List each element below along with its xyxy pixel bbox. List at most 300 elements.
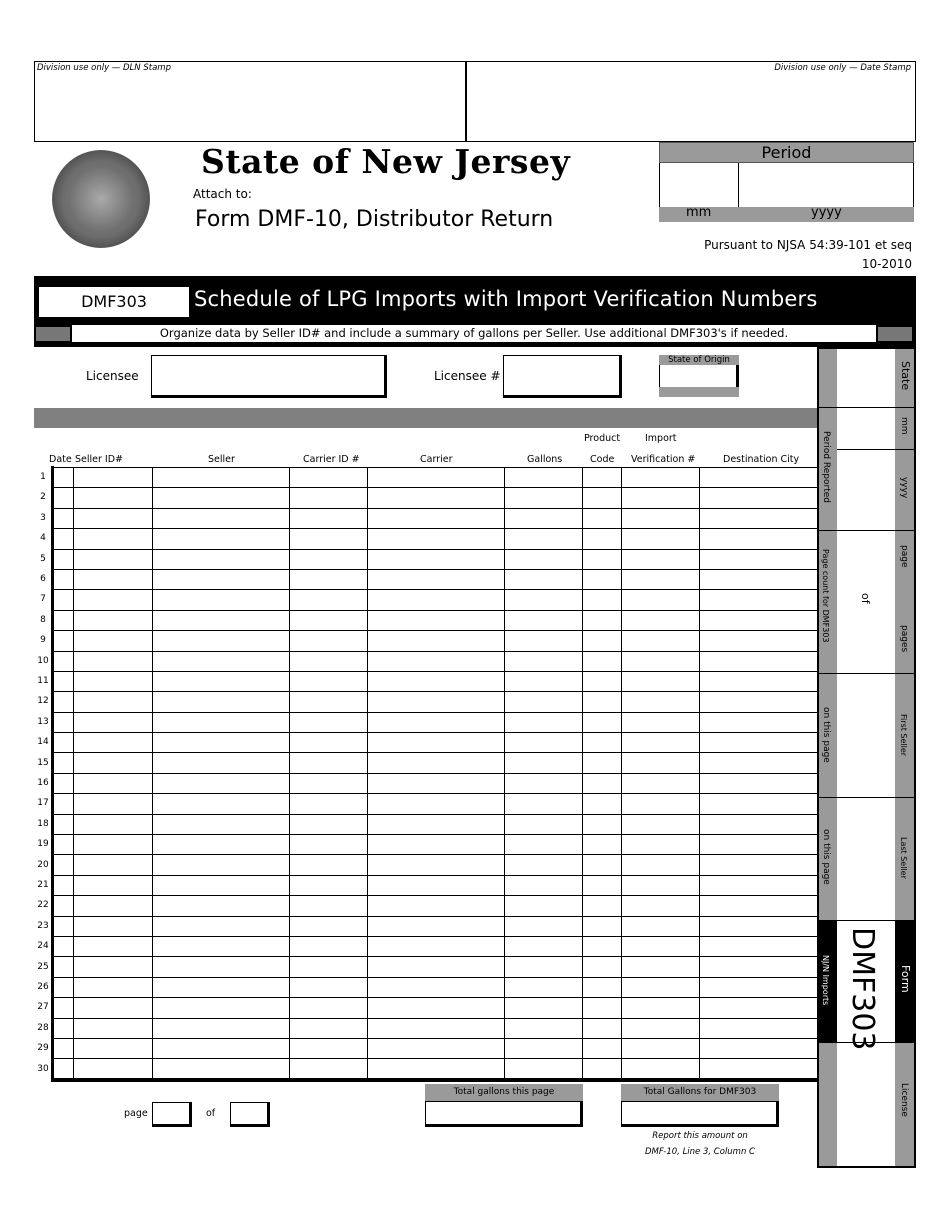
row-number: 23 xyxy=(37,920,49,931)
table-cell[interactable] xyxy=(54,610,74,630)
table-cell[interactable] xyxy=(54,977,74,997)
table-cell[interactable] xyxy=(622,1059,700,1079)
table-cell[interactable] xyxy=(290,998,368,1018)
table-cell[interactable] xyxy=(505,977,583,997)
table-cell[interactable] xyxy=(622,692,700,712)
table-cell[interactable] xyxy=(290,1059,368,1079)
table-cell[interactable] xyxy=(290,753,368,773)
table-row xyxy=(54,835,818,855)
table-cell[interactable] xyxy=(153,671,290,691)
table-cell[interactable] xyxy=(290,794,368,814)
table-cell[interactable] xyxy=(290,957,368,977)
table-cell[interactable] xyxy=(153,631,290,651)
table-cell[interactable] xyxy=(54,529,74,549)
table-cell[interactable] xyxy=(505,529,583,549)
table-cell[interactable] xyxy=(368,773,505,793)
table-row xyxy=(54,957,818,977)
table-cell[interactable] xyxy=(505,998,583,1018)
table-cell[interactable] xyxy=(368,1059,505,1079)
table-cell[interactable] xyxy=(368,590,505,610)
table-cell[interactable] xyxy=(74,855,153,875)
row-number: 30 xyxy=(37,1063,49,1074)
table-cell[interactable] xyxy=(54,814,74,834)
table-cell[interactable] xyxy=(583,569,622,589)
table-cell[interactable] xyxy=(74,529,153,549)
table-row xyxy=(54,814,818,834)
table-cell[interactable] xyxy=(700,631,818,651)
table-cell[interactable] xyxy=(153,794,290,814)
table-cell[interactable] xyxy=(54,936,74,956)
page-label: page xyxy=(124,1108,148,1119)
table-cell[interactable] xyxy=(622,488,700,508)
table-cell[interactable] xyxy=(54,1059,74,1079)
table-cell[interactable] xyxy=(54,569,74,589)
table-cell[interactable] xyxy=(583,692,622,712)
table-cell[interactable] xyxy=(622,773,700,793)
row-number: 18 xyxy=(37,818,49,829)
table-cell[interactable] xyxy=(583,916,622,936)
table-cell[interactable] xyxy=(505,508,583,528)
table-cell[interactable] xyxy=(505,590,583,610)
table-cell[interactable] xyxy=(54,998,74,1018)
table-cell[interactable] xyxy=(505,753,583,773)
table-cell[interactable] xyxy=(74,773,153,793)
col-verification: Verification # xyxy=(631,454,696,465)
table-cell[interactable] xyxy=(54,671,74,691)
table-cell[interactable] xyxy=(290,468,368,488)
table-cell[interactable] xyxy=(290,916,368,936)
table-cell[interactable] xyxy=(583,835,622,855)
table-row xyxy=(54,753,818,773)
table-cell[interactable] xyxy=(622,712,700,732)
page-number-input[interactable] xyxy=(152,1102,192,1127)
table-cell[interactable] xyxy=(74,733,153,753)
table-cell[interactable] xyxy=(54,651,74,671)
table-cell[interactable] xyxy=(505,468,583,488)
table-cell[interactable] xyxy=(700,875,818,895)
table-cell[interactable] xyxy=(583,773,622,793)
table-cell[interactable] xyxy=(368,957,505,977)
table-cell[interactable] xyxy=(700,549,818,569)
table-cell[interactable] xyxy=(290,488,368,508)
table-cell[interactable] xyxy=(74,794,153,814)
table-cell[interactable] xyxy=(54,875,74,895)
table-cell[interactable] xyxy=(583,651,622,671)
table-cell[interactable] xyxy=(368,692,505,712)
table-cell[interactable] xyxy=(74,610,153,630)
table-cell[interactable] xyxy=(54,916,74,936)
table-cell[interactable] xyxy=(54,1038,74,1058)
table-cell[interactable] xyxy=(153,875,290,895)
period-mm-input[interactable] xyxy=(660,163,738,207)
table-cell[interactable] xyxy=(290,855,368,875)
total-form-input[interactable] xyxy=(621,1101,779,1127)
table-cell[interactable] xyxy=(700,692,818,712)
table-cell[interactable] xyxy=(368,569,505,589)
table-cell[interactable] xyxy=(505,671,583,691)
table-cell[interactable] xyxy=(368,896,505,916)
table-cell[interactable] xyxy=(700,569,818,589)
table-cell[interactable] xyxy=(290,549,368,569)
table-cell[interactable] xyxy=(583,753,622,773)
table-cell[interactable] xyxy=(622,733,700,753)
table-cell[interactable] xyxy=(622,896,700,916)
table-cell[interactable] xyxy=(74,590,153,610)
table-cell[interactable] xyxy=(153,957,290,977)
table-cell[interactable] xyxy=(290,610,368,630)
table-cell[interactable] xyxy=(368,835,505,855)
table-cell[interactable] xyxy=(74,835,153,855)
table-cell[interactable] xyxy=(290,590,368,610)
table-cell[interactable] xyxy=(622,814,700,834)
table-cell[interactable] xyxy=(54,733,74,753)
table-cell[interactable] xyxy=(153,692,290,712)
table-cell[interactable] xyxy=(368,549,505,569)
table-cell[interactable] xyxy=(368,916,505,936)
table-cell[interactable] xyxy=(290,569,368,589)
table-cell[interactable] xyxy=(54,753,74,773)
table-cell[interactable] xyxy=(700,916,818,936)
table-cell[interactable] xyxy=(505,794,583,814)
table-cell[interactable] xyxy=(505,936,583,956)
table-cell[interactable] xyxy=(368,875,505,895)
table-cell[interactable] xyxy=(583,508,622,528)
table-cell[interactable] xyxy=(368,753,505,773)
table-cell[interactable] xyxy=(505,1059,583,1079)
table-cell[interactable] xyxy=(583,549,622,569)
table-cell[interactable] xyxy=(583,712,622,732)
table-cell[interactable] xyxy=(700,488,818,508)
table-cell[interactable] xyxy=(622,855,700,875)
table-cell[interactable] xyxy=(153,569,290,589)
table-cell[interactable] xyxy=(368,977,505,997)
table-cell[interactable] xyxy=(74,875,153,895)
table-cell[interactable] xyxy=(290,508,368,528)
table-cell[interactable] xyxy=(505,1038,583,1058)
table-cell[interactable] xyxy=(74,753,153,773)
table-cell[interactable] xyxy=(583,610,622,630)
table-cell[interactable] xyxy=(583,896,622,916)
table-cell[interactable] xyxy=(368,814,505,834)
table-cell[interactable] xyxy=(505,610,583,630)
table-cell[interactable] xyxy=(74,916,153,936)
table-cell[interactable] xyxy=(368,855,505,875)
table-cell[interactable] xyxy=(74,712,153,732)
period-yyyy-input[interactable] xyxy=(739,163,913,207)
table-cell[interactable] xyxy=(700,835,818,855)
table-cell[interactable] xyxy=(583,855,622,875)
table-cell[interactable] xyxy=(74,508,153,528)
table-cell[interactable] xyxy=(368,508,505,528)
table-row xyxy=(54,1018,818,1038)
table-cell[interactable] xyxy=(368,529,505,549)
table-cell[interactable] xyxy=(153,549,290,569)
table-cell[interactable] xyxy=(368,712,505,732)
table-cell[interactable] xyxy=(622,590,700,610)
table-cell[interactable] xyxy=(622,753,700,773)
table-cell[interactable] xyxy=(153,1059,290,1079)
table-cell[interactable] xyxy=(153,610,290,630)
row-number: 12 xyxy=(37,696,49,707)
table-cell[interactable] xyxy=(505,957,583,977)
row-number: 7 xyxy=(40,594,46,605)
table-cell[interactable] xyxy=(153,590,290,610)
table-cell[interactable] xyxy=(368,936,505,956)
table-cell[interactable] xyxy=(700,998,818,1018)
table-cell[interactable] xyxy=(290,1038,368,1058)
table-cell[interactable] xyxy=(153,814,290,834)
table-cell[interactable] xyxy=(153,733,290,753)
table-cell[interactable] xyxy=(505,549,583,569)
table-cell[interactable] xyxy=(622,1038,700,1058)
table-cell[interactable] xyxy=(505,814,583,834)
table-cell[interactable] xyxy=(583,998,622,1018)
table-cell[interactable] xyxy=(368,671,505,691)
table-cell[interactable] xyxy=(700,814,818,834)
table-cell[interactable] xyxy=(622,508,700,528)
table-cell[interactable] xyxy=(74,468,153,488)
table-cell[interactable] xyxy=(74,1038,153,1058)
table-cell[interactable] xyxy=(290,773,368,793)
table-cell[interactable] xyxy=(290,529,368,549)
table-cell[interactable] xyxy=(700,590,818,610)
table-cell[interactable] xyxy=(622,569,700,589)
table-cell[interactable] xyxy=(505,712,583,732)
table-cell[interactable] xyxy=(505,773,583,793)
table-cell[interactable] xyxy=(583,631,622,651)
table-cell[interactable] xyxy=(622,529,700,549)
table-row xyxy=(54,875,818,895)
table-cell[interactable] xyxy=(74,814,153,834)
table-cell[interactable] xyxy=(54,855,74,875)
table-cell[interactable] xyxy=(700,712,818,732)
table-cell[interactable] xyxy=(583,1059,622,1079)
table-cell[interactable] xyxy=(583,977,622,997)
table-cell[interactable] xyxy=(505,916,583,936)
table-cell[interactable] xyxy=(622,610,700,630)
table-cell[interactable] xyxy=(153,896,290,916)
table-cell[interactable] xyxy=(622,916,700,936)
table-cell[interactable] xyxy=(700,1038,818,1058)
table-cell[interactable] xyxy=(153,1018,290,1038)
table-cell[interactable] xyxy=(153,753,290,773)
table-cell[interactable] xyxy=(583,936,622,956)
table-cell[interactable] xyxy=(368,998,505,1018)
table-cell[interactable] xyxy=(54,488,74,508)
table-cell[interactable] xyxy=(153,1038,290,1058)
table-cell[interactable] xyxy=(700,1018,818,1038)
table-cell[interactable] xyxy=(700,651,818,671)
table-cell[interactable] xyxy=(290,692,368,712)
row-number: 21 xyxy=(37,880,49,890)
table-cell[interactable] xyxy=(290,631,368,651)
row-number: 27 xyxy=(37,1002,49,1013)
table-cell[interactable] xyxy=(153,998,290,1018)
table-cell[interactable] xyxy=(153,508,290,528)
table-cell[interactable] xyxy=(368,794,505,814)
table-cell[interactable] xyxy=(368,733,505,753)
table-cell[interactable] xyxy=(74,998,153,1018)
table-cell[interactable] xyxy=(505,651,583,671)
table-cell[interactable] xyxy=(54,468,74,488)
table-cell[interactable] xyxy=(74,936,153,956)
state-of-origin-input[interactable] xyxy=(659,365,739,387)
table-cell[interactable] xyxy=(74,549,153,569)
table-cell[interactable] xyxy=(505,733,583,753)
table-cell[interactable] xyxy=(54,631,74,651)
table-cell[interactable] xyxy=(290,1018,368,1038)
table-cell[interactable] xyxy=(700,794,818,814)
table-cell[interactable] xyxy=(583,875,622,895)
table-cell[interactable] xyxy=(700,957,818,977)
table-cell[interactable] xyxy=(583,488,622,508)
licensee-number-input[interactable] xyxy=(503,355,622,398)
table-cell[interactable] xyxy=(622,1018,700,1038)
table-cell[interactable] xyxy=(700,936,818,956)
table-cell[interactable] xyxy=(583,794,622,814)
table-cell[interactable] xyxy=(74,692,153,712)
table-cell[interactable] xyxy=(54,835,74,855)
table-cell[interactable] xyxy=(368,468,505,488)
table-cell[interactable] xyxy=(74,488,153,508)
licensee-input[interactable] xyxy=(151,355,387,398)
table-cell[interactable] xyxy=(54,590,74,610)
table-cell[interactable] xyxy=(54,549,74,569)
table-cell[interactable] xyxy=(622,631,700,651)
table-cell[interactable] xyxy=(290,835,368,855)
table-cell[interactable] xyxy=(583,671,622,691)
table-cell[interactable] xyxy=(622,651,700,671)
table-cell[interactable] xyxy=(622,468,700,488)
table-cell[interactable] xyxy=(700,1059,818,1079)
table-cell[interactable] xyxy=(54,896,74,916)
table-cell[interactable] xyxy=(505,692,583,712)
table-cell[interactable] xyxy=(74,671,153,691)
table-cell[interactable] xyxy=(290,733,368,753)
table-cell[interactable] xyxy=(74,896,153,916)
table-cell[interactable] xyxy=(153,712,290,732)
table-cell[interactable] xyxy=(368,1038,505,1058)
table-cell[interactable] xyxy=(505,875,583,895)
table-cell[interactable] xyxy=(505,835,583,855)
table-cell[interactable] xyxy=(54,508,74,528)
table-cell[interactable] xyxy=(700,671,818,691)
side-period-reported: Period Reported xyxy=(821,431,831,504)
table-cell[interactable] xyxy=(505,569,583,589)
table-cell[interactable] xyxy=(74,569,153,589)
side-state: State xyxy=(899,361,912,391)
table-cell[interactable] xyxy=(74,1018,153,1038)
page-total-input[interactable] xyxy=(230,1102,270,1127)
table-cell[interactable] xyxy=(505,855,583,875)
table-cell[interactable] xyxy=(583,590,622,610)
table-cell[interactable] xyxy=(368,651,505,671)
table-cell[interactable] xyxy=(290,896,368,916)
col-code: Code xyxy=(590,454,615,465)
table-cell[interactable] xyxy=(153,855,290,875)
table-cell[interactable] xyxy=(622,936,700,956)
table-cell[interactable] xyxy=(700,508,818,528)
table-cell[interactable] xyxy=(368,1018,505,1038)
table-cell[interactable] xyxy=(74,651,153,671)
table-cell[interactable] xyxy=(153,468,290,488)
table-cell[interactable] xyxy=(290,671,368,691)
table-cell[interactable] xyxy=(153,916,290,936)
table-cell[interactable] xyxy=(290,936,368,956)
table-cell[interactable] xyxy=(622,957,700,977)
table-cell[interactable] xyxy=(700,733,818,753)
table-cell[interactable] xyxy=(622,794,700,814)
table-cell[interactable] xyxy=(583,1018,622,1038)
table-cell[interactable] xyxy=(700,773,818,793)
table-cell[interactable] xyxy=(368,631,505,651)
table-cell[interactable] xyxy=(622,549,700,569)
table-cell[interactable] xyxy=(74,631,153,651)
table-cell[interactable] xyxy=(700,977,818,997)
table-cell[interactable] xyxy=(54,692,74,712)
table-cell[interactable] xyxy=(583,468,622,488)
table-cell[interactable] xyxy=(583,957,622,977)
table-cell[interactable] xyxy=(54,794,74,814)
table-cell[interactable] xyxy=(290,814,368,834)
table-cell[interactable] xyxy=(622,671,700,691)
table-cell[interactable] xyxy=(153,488,290,508)
table-cell[interactable] xyxy=(153,651,290,671)
table-cell[interactable] xyxy=(583,814,622,834)
table-cell[interactable] xyxy=(74,977,153,997)
table-cell[interactable] xyxy=(290,977,368,997)
table-cell[interactable] xyxy=(700,753,818,773)
table-cell[interactable] xyxy=(153,936,290,956)
table-cell[interactable] xyxy=(54,957,74,977)
table-cell[interactable] xyxy=(74,1059,153,1079)
table-cell[interactable] xyxy=(368,610,505,630)
table-cell[interactable] xyxy=(74,957,153,977)
table-cell[interactable] xyxy=(700,610,818,630)
side-first-seller: First Seller xyxy=(899,714,908,757)
table-cell[interactable] xyxy=(290,875,368,895)
table-cell[interactable] xyxy=(583,733,622,753)
table-cell[interactable] xyxy=(54,1018,74,1038)
table-cell[interactable] xyxy=(700,855,818,875)
table-cell[interactable] xyxy=(153,835,290,855)
table-cell[interactable] xyxy=(290,712,368,732)
table-cell[interactable] xyxy=(290,651,368,671)
table-cell[interactable] xyxy=(153,529,290,549)
table-cell[interactable] xyxy=(622,998,700,1018)
table-cell[interactable] xyxy=(583,529,622,549)
table-cell[interactable] xyxy=(368,488,505,508)
table-cell[interactable] xyxy=(153,773,290,793)
table-cell[interactable] xyxy=(622,977,700,997)
table-cell[interactable] xyxy=(54,773,74,793)
table-cell[interactable] xyxy=(700,468,818,488)
table-cell[interactable] xyxy=(505,488,583,508)
table-cell[interactable] xyxy=(583,1038,622,1058)
total-page-input[interactable] xyxy=(425,1101,583,1127)
table-cell[interactable] xyxy=(700,529,818,549)
table-cell[interactable] xyxy=(622,875,700,895)
col-product-top: Product xyxy=(584,433,621,444)
table-cell[interactable] xyxy=(153,977,290,997)
table-cell[interactable] xyxy=(505,1018,583,1038)
table-cell[interactable] xyxy=(54,712,74,732)
table-cell[interactable] xyxy=(505,631,583,651)
period-yyyy-label: yyyy xyxy=(811,205,842,220)
table-cell[interactable] xyxy=(700,896,818,916)
table-cell[interactable] xyxy=(505,896,583,916)
table-cell[interactable] xyxy=(622,835,700,855)
